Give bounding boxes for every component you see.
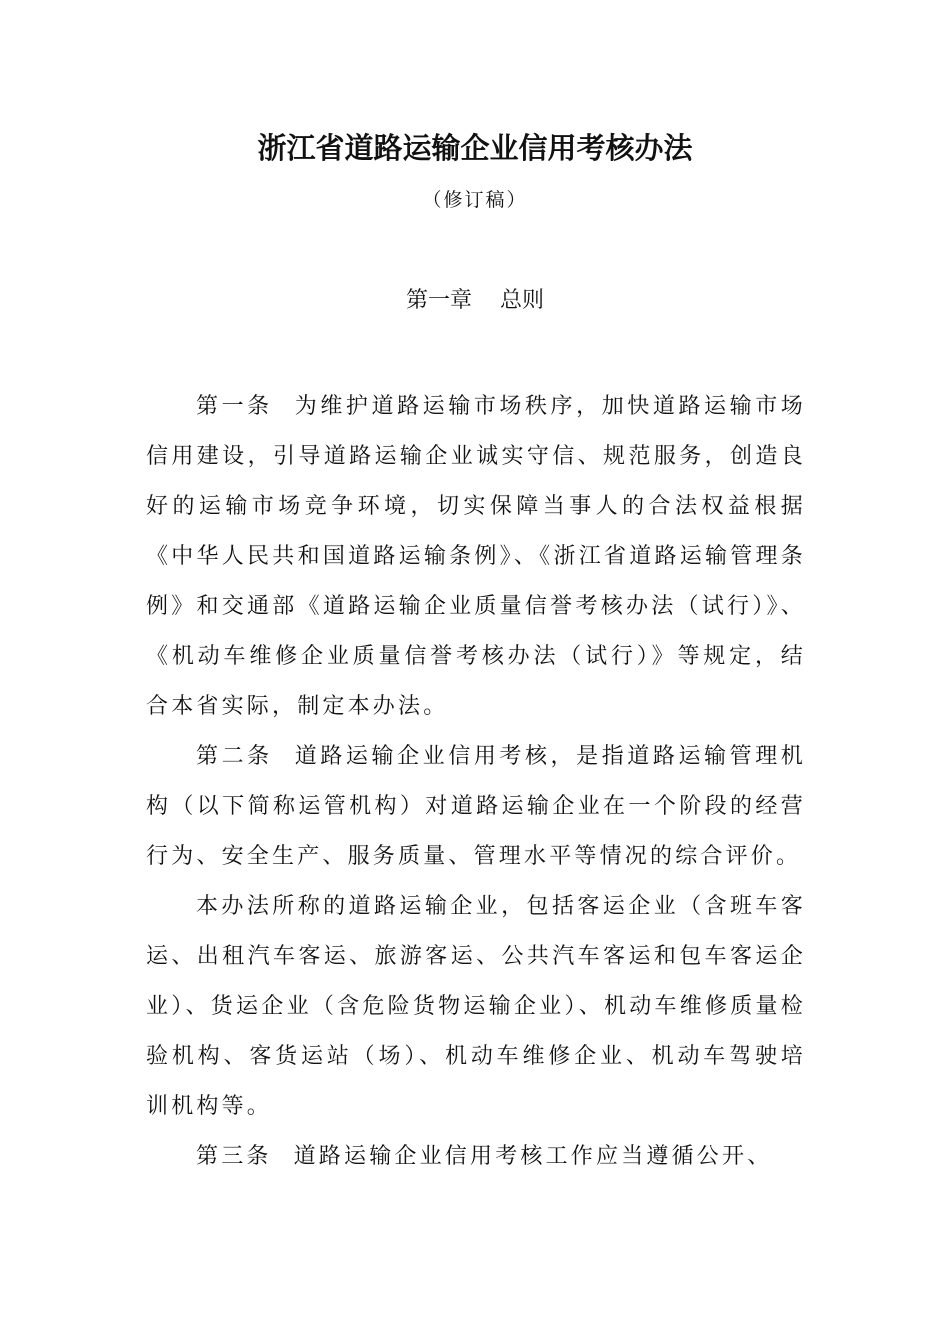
chapter-name: 总则 (500, 288, 545, 313)
chapter-heading (0, 283, 950, 319)
document-subtitle: （修订稿） (422, 189, 528, 211)
article-text: 道路运输企业信用考核工作应当遵循公开、 (293, 1144, 773, 1169)
document-body (146, 382, 806, 1182)
document-title: 浙江省道路运输企业信用考核办法 (257, 131, 693, 165)
article-text: 本办法所称的道路运输企业，包括客运企业（含班车客运、出租汽车客运、旅游客运、公共汽车客运和包车客运企业）、货运企业（含危险货物运输企业）、机动车维修质量检验机构、客货运站（场）、机动车维修企业、机动车驾驶培训机构等。 (146, 894, 806, 1119)
article-2-paragraph (146, 732, 806, 882)
article-number: 第二条 (196, 744, 273, 769)
article-text: 为维护道路运输市场秩序，加快道路运输市场信用建设，引导道路运输企业诚实守信、规范服务，创造良好的运输市场竞争环境，切实保障当事人的合法权益根据《中华人民共和国道路运输条例》、《浙江省道路运输管理条例》和交通部《道路运输企业质量信誉考核办法（试行）》、《机动车维修企业质量信誉考核办法（试行）》等规定，结合本省实际，制定本办法。 (146, 394, 806, 719)
chapter-number: 第一章 (405, 288, 472, 313)
article-1-paragraph (146, 382, 806, 732)
article-2-continuation-paragraph (146, 882, 806, 1132)
article-3-paragraph (146, 1132, 806, 1182)
article-text: 道路运输企业信用考核，是指道路运输管理机构（以下简称运管机构）对道路运输企业在一个阶段的经营行为、安全生产、服务质量、管理水平等情况的综合评价。 (146, 744, 806, 869)
article-number: 第一条 (196, 394, 273, 419)
article-number: 第三条 (196, 1144, 272, 1169)
